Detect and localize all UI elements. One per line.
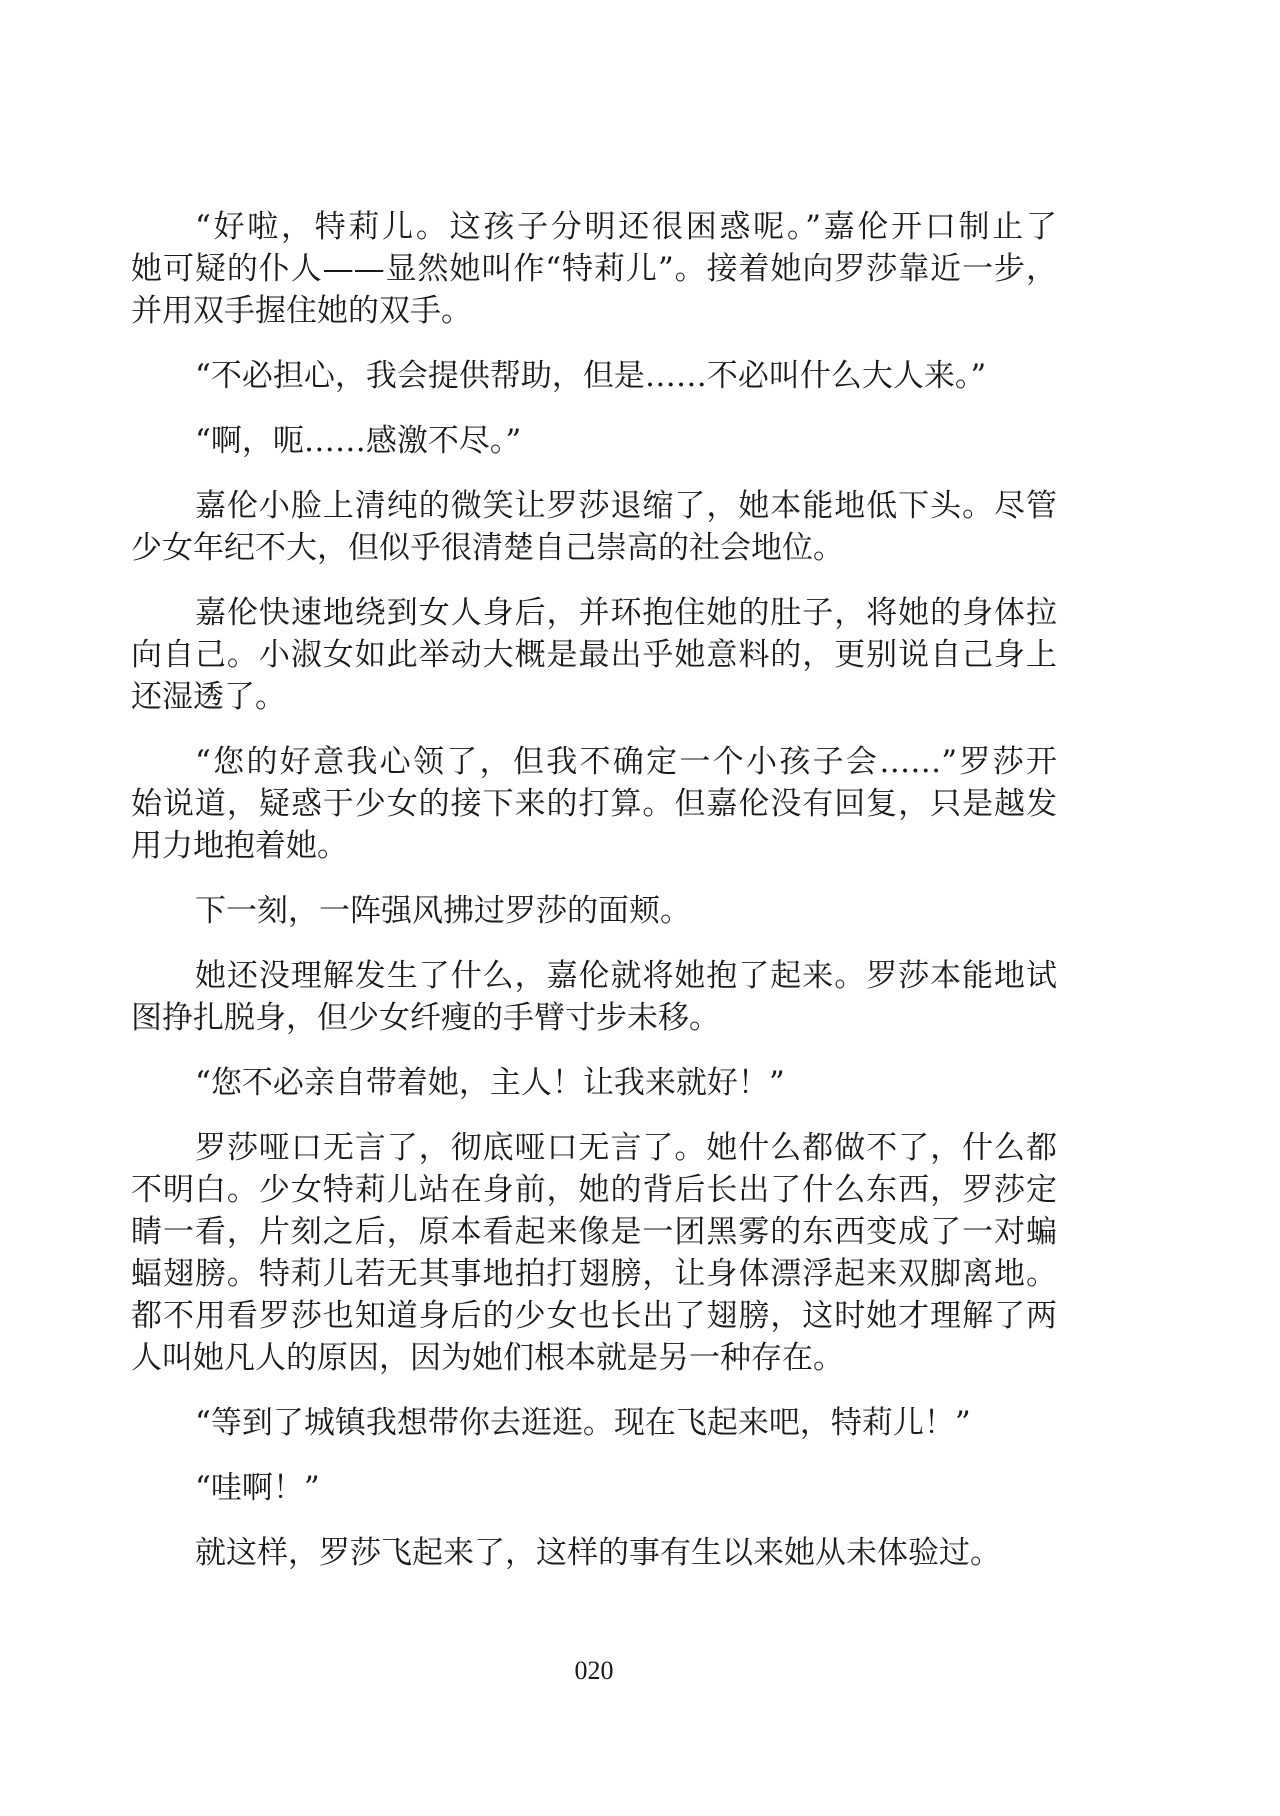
paragraph	[131, 955, 1057, 1039]
text-line: 并用双手握住她的双手。	[131, 293, 472, 329]
text-line: 嘉伦小脸上清纯的微笑让罗莎退缩了，她本能地低下头。尽管	[195, 488, 1057, 524]
text-line: 她还没理解发生了什么，嘉伦就将她抱了起来。罗莎本能地试	[195, 958, 1057, 994]
text-line: 少女年纪不大，但似乎很清楚自己崇高的社会地位。	[131, 530, 844, 566]
text-line: “哇啊！”	[195, 1470, 320, 1506]
text-line: 用力地抱着她。	[131, 828, 348, 864]
paragraph	[131, 741, 1057, 867]
text-line: “您的好意我心领了，但我不确定一个小孩子会……”罗莎开	[195, 744, 1057, 780]
paragraph	[131, 206, 1057, 332]
text-line: 还湿透了。	[131, 679, 286, 715]
paragraph	[131, 1402, 1057, 1444]
text-line: “好啦，特莉儿。这孩子分明还很困惑呢。”嘉伦开口制止了	[195, 209, 1057, 245]
text-line: 她可疑的仆人——显然她叫作“特莉儿”。接着她向罗莎靠近一步，	[131, 251, 1057, 287]
text-line: 睛一看，片刻之后，原本看起来像是一团黑雾的东西变成了一对蝙	[131, 1214, 1057, 1250]
page-number: 020	[574, 1656, 614, 1685]
text-line: 嘉伦快速地绕到女人身后，并环抱住她的肚子，将她的身体拉	[195, 595, 1057, 631]
text-line: 向自己。小淑女如此举动大概是最出乎她意料的，更别说自己身上	[131, 637, 1057, 673]
text-line: 蝠翅膀。特莉儿若无其事地拍打翅膀，让身体漂浮起来双脚离地。	[131, 1256, 1057, 1292]
text-line: “不必担心，我会提供帮助，但是……不必叫什么大人来。”	[195, 358, 987, 394]
paragraph	[131, 1532, 1057, 1574]
text-line: 就这样，罗莎飞起来了，这样的事有生以来她从未体验过。	[195, 1535, 1001, 1571]
text-line: 罗莎哑口无言了，彻底哑口无言了。她什么都做不了，什么都	[195, 1130, 1057, 1166]
text-line: 都不用看罗莎也知道身后的少女也长出了翅膀，这时她才理解了两	[131, 1298, 1057, 1334]
text-line: 始说道，疑惑于少女的接下来的打算。但嘉伦没有回复，只是越发	[131, 786, 1057, 822]
text-line: 下一刻，一阵强风拂过罗莎的面颊。	[195, 893, 691, 929]
text-line: 图挣扎脱身，但少女纤瘦的手臂寸步未移。	[131, 1000, 720, 1036]
paragraph	[131, 890, 1057, 932]
paragraph	[131, 355, 1057, 397]
text-line: “啊，呃……感激不尽。”	[195, 423, 522, 459]
text-line: 人叫她凡人的原因，因为她们根本就是另一种存在。	[131, 1340, 844, 1376]
paragraph	[131, 1127, 1057, 1379]
paragraph	[131, 592, 1057, 718]
paragraph	[131, 1062, 1057, 1104]
body-text	[131, 206, 1057, 1597]
text-line: 不明白。少女特莉儿站在身前，她的背后长出了什么东西，罗莎定	[131, 1172, 1057, 1208]
text-line: “等到了城镇我想带你去逛逛。现在飞起来吧，特莉儿！”	[195, 1405, 971, 1441]
text-line: “您不必亲自带着她，主人！让我来就好！”	[195, 1065, 785, 1101]
paragraph	[131, 1467, 1057, 1509]
paragraph	[131, 485, 1057, 569]
paragraph	[131, 420, 1057, 462]
